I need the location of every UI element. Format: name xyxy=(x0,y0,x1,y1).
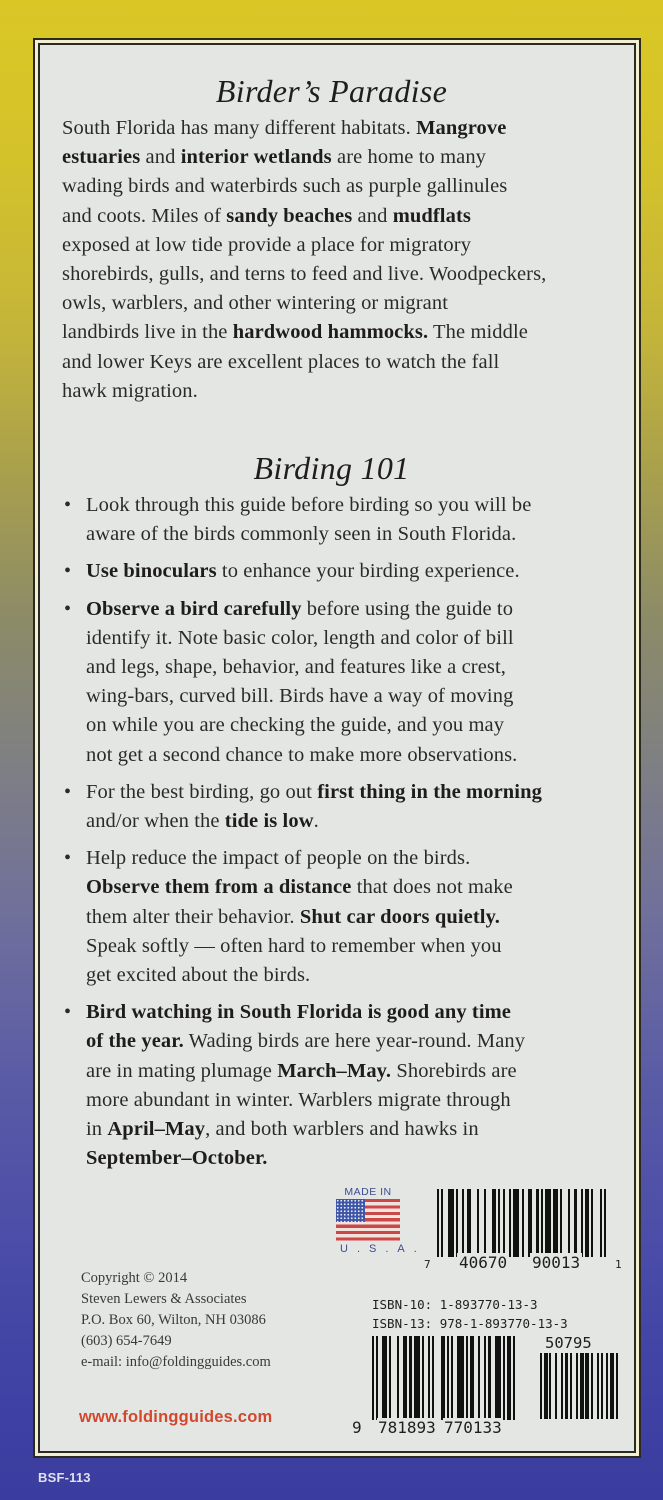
intro-line: and lower Keys are excellent places to watch the fall xyxy=(62,350,500,373)
tip-line: Observe a bird carefully before using the guide to xyxy=(86,597,514,620)
badge-usa: U.S.A. xyxy=(340,1243,426,1255)
tip-line: Look through this guide before birding so you will be xyxy=(86,494,532,516)
intro-line: South Florida has many different habitats. Mangrove xyxy=(62,117,507,139)
bullet-icon: • xyxy=(64,597,72,620)
isbn-10: ISBN-10: 1-893770-13-3 xyxy=(372,1297,538,1312)
isbn-price-code: 50795 xyxy=(545,1334,592,1352)
price-addon-barcode xyxy=(540,1353,618,1419)
intro-line: exposed at low tide provide a place for migratory xyxy=(62,233,472,256)
upc-left-digit: 7 xyxy=(424,1258,431,1271)
upc-barcode xyxy=(437,1189,609,1257)
website-link[interactable]: www.foldingguides.com xyxy=(79,1408,273,1426)
tip-line: Use binoculars to enhance your birding experience. xyxy=(86,560,520,583)
tip-line: not get a second chance to make more observations. xyxy=(86,743,518,766)
upc-group-2: 90013 xyxy=(532,1253,581,1272)
made-in-usa-badge xyxy=(334,1186,426,1255)
tip-line: Speak softly — often hard to remember when you xyxy=(86,934,502,957)
heading-birders-paradise: Birder’s Paradise xyxy=(215,73,448,109)
tip-line: wing-bars, curved bill. Birds have a way of moving xyxy=(86,685,514,708)
tip-line: get excited about the birds. xyxy=(86,964,311,986)
tip-line: on while you are checking the guide, and you may xyxy=(86,714,505,737)
tip-line: For the best birding, go out first thing in the morning xyxy=(86,780,542,803)
tip-line: more abundant in winter. Warblers migrate through xyxy=(86,1088,511,1111)
publisher-info xyxy=(81,1268,271,1373)
tip-line: them alter their behavior. Shut car doors quietly. xyxy=(86,905,501,928)
tip-line: Help reduce the impact of people on the birds. xyxy=(86,847,471,870)
us-flag-icon xyxy=(336,1199,400,1241)
intro-line: hawk migration. xyxy=(62,379,198,402)
isbn-group-1: 781893 xyxy=(378,1418,436,1437)
tip-line: of the year. Wading birds are here year-round. Many xyxy=(86,1030,526,1053)
publisher-email[interactable]: e-mail: info@foldingguides.com xyxy=(81,1354,271,1370)
upc-group-1: 40670 xyxy=(459,1253,508,1272)
intro-line: landbirds live in the hardwood hammocks. The middle xyxy=(62,321,528,344)
tip-line: and/or when the tide is low. xyxy=(86,810,319,832)
publisher-address: P.O. Box 60, Wilton, NH 03086 xyxy=(81,1312,266,1328)
bullet-icon: • xyxy=(64,560,72,583)
upc-right-digit: 1 xyxy=(615,1258,622,1271)
tip-line: are in mating plumage March–May. Shorebirds are xyxy=(86,1059,517,1082)
intro-line: wading birds and waterbirds such as purple gallinules xyxy=(62,175,508,198)
isbn-13: ISBN-13: 978-1-893770-13-3 xyxy=(372,1316,568,1331)
bullet-icon: • xyxy=(64,780,72,803)
bullet-icon: • xyxy=(64,494,72,516)
tip-line: Observe them from a distance that does not make xyxy=(86,876,513,899)
product-code: BSF-113 xyxy=(38,1470,91,1485)
copyright-line: Copyright © 2014 xyxy=(81,1270,188,1286)
bullet-icon: • xyxy=(64,847,72,870)
tip-line: in April–May, and both warblers and hawks in xyxy=(86,1118,479,1140)
tip-line: and legs, shape, behavior, and features like a crest, xyxy=(86,656,507,678)
intro-line: estuaries and interior wetlands are home to many xyxy=(62,146,487,169)
publisher-phone: (603) 654-7649 xyxy=(81,1333,172,1349)
bullet-icon: • xyxy=(64,1001,72,1024)
tip-line: September–October. xyxy=(86,1147,268,1170)
isbn-group-2: 770133 xyxy=(444,1418,502,1437)
isbn-barcode xyxy=(372,1336,518,1420)
publisher-name: Steven Lewers & Associates xyxy=(81,1291,247,1307)
intro-line: shorebirds, gulls, and terns to feed and live. Woodpeckers, xyxy=(62,263,547,285)
intro-line: owls, warblers, and other wintering or migrant xyxy=(62,292,449,315)
tip-line: aware of the birds commonly seen in South Florida. xyxy=(86,523,517,546)
tip-line: identify it. Note basic color, length and color of bill xyxy=(86,626,514,649)
badge-made-in: MADE IN xyxy=(344,1186,392,1198)
tip-line: Bird watching in South Florida is good any time xyxy=(86,1001,512,1024)
intro-line: and coots. Miles of sandy beaches and mudflats xyxy=(62,204,471,227)
heading-birding-101: Birding 101 xyxy=(253,450,410,486)
isbn-lead-digit: 9 xyxy=(352,1418,362,1437)
